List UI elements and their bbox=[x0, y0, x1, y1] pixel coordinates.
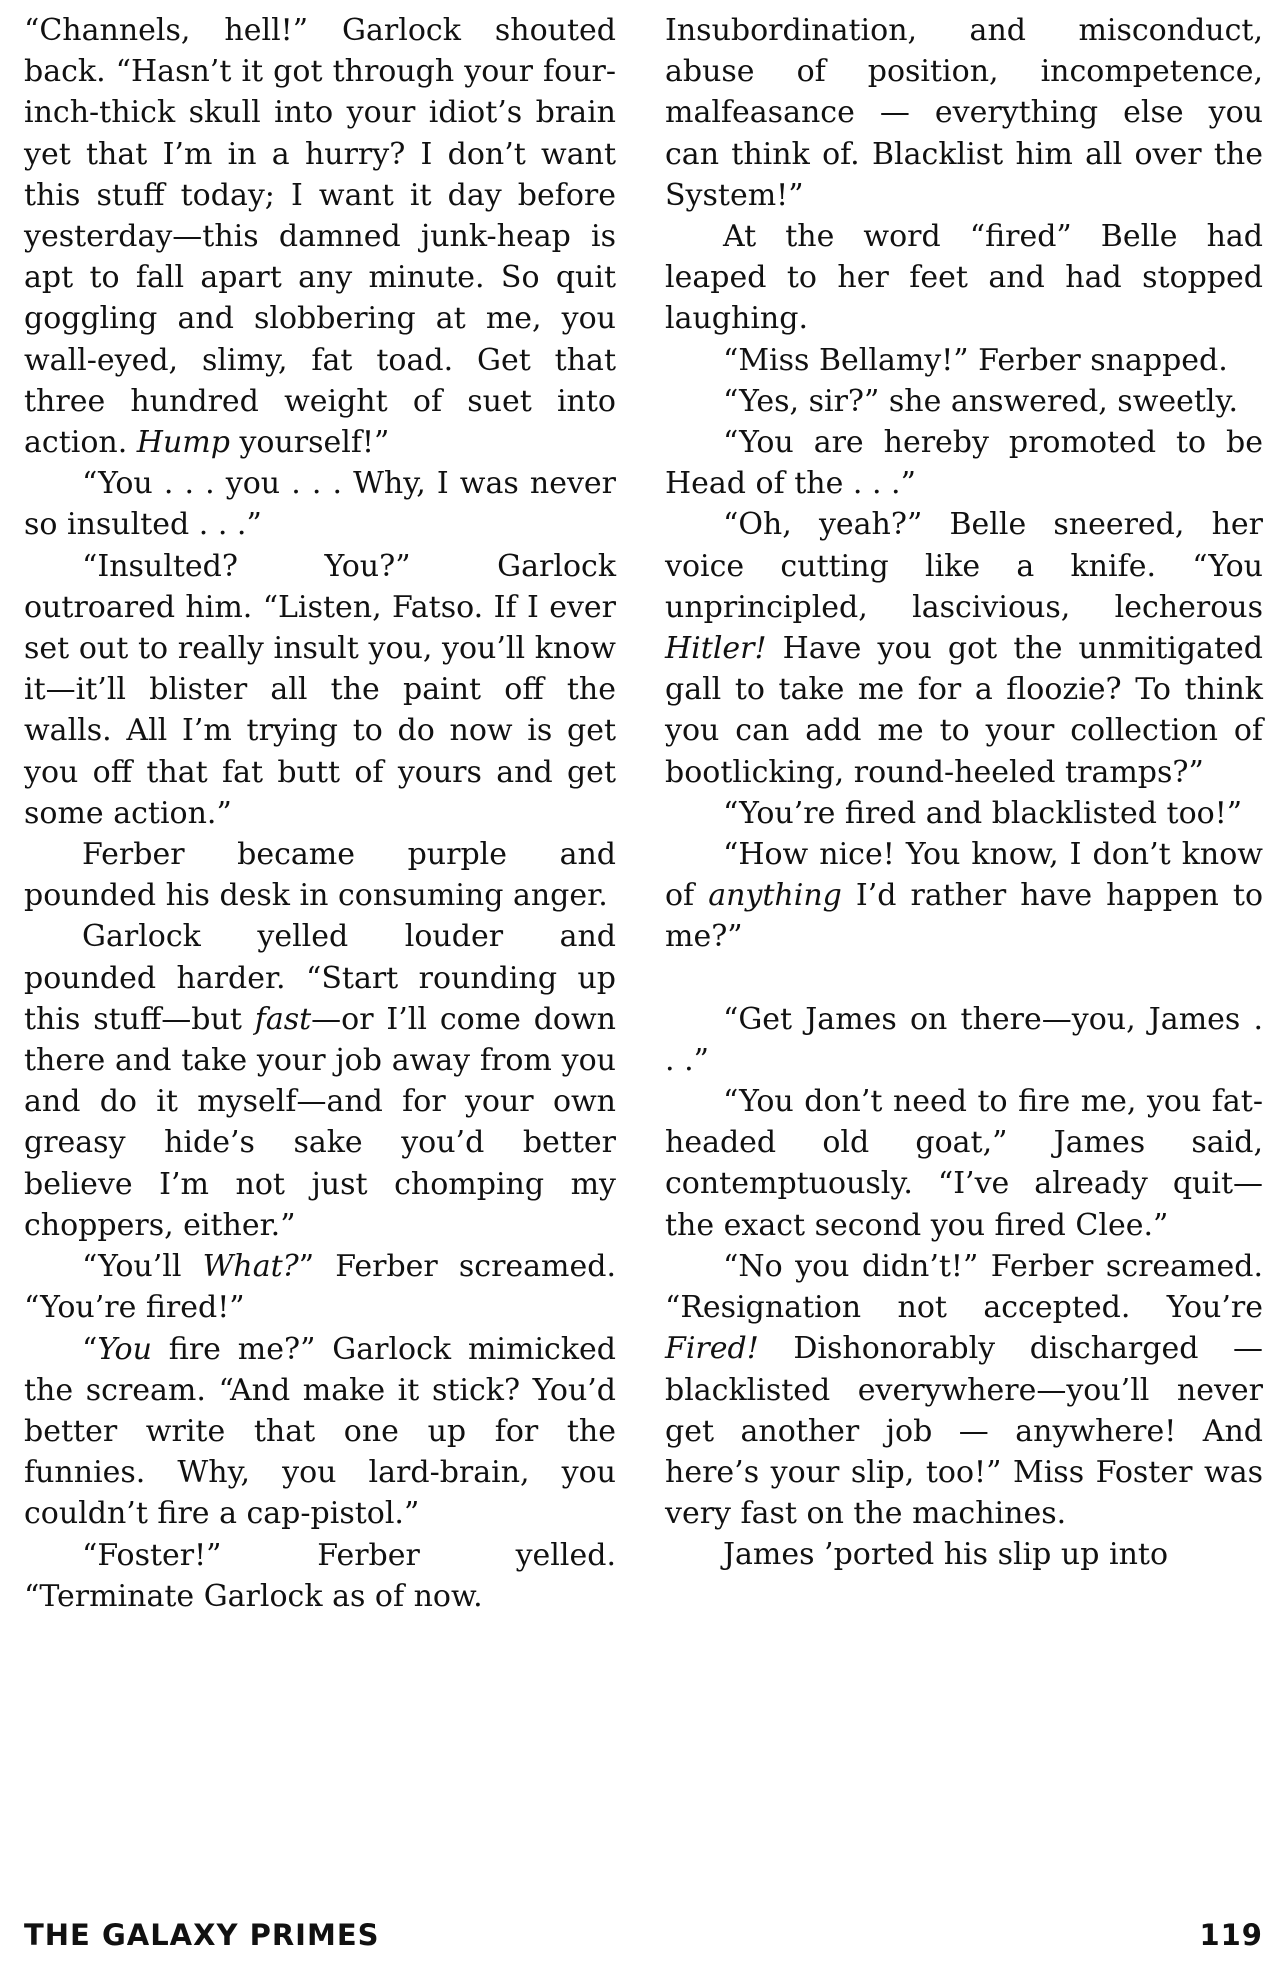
right-column bbox=[665, 10, 1263, 1576]
paragraph: “Insulted? You?” Garlock outroared him. “Listen, Fatso. If I ever set out to really insult you, you’ll know it—it’ll blister all the paint off the walls. All I’m trying to do now is get you off that fat butt of yours and get some action.” bbox=[24, 548, 616, 831]
paragraph: Insubordination, and misconduct, abuse of position, incompetence, malfeasance — everything else you can think of. Blacklist him all over the System!” bbox=[665, 13, 1263, 213]
paragraph: “No you didn’t!” Ferber screamed. “Resignation not accepted. You’re Fired! Dishonorably discharged — blacklisted everywhere—you’ll never get another job — anywhere! And here’s your slip, too!” Miss Foster was very fast on the machines. bbox=[665, 1248, 1263, 1532]
paragraph: “You are hereby promoted to be Head of the . . .” bbox=[665, 425, 1263, 502]
paragraph: “You fire me?” Garlock mimicked the scream. “And make it stick? You’d better write that one up for the funnies. Why, you lard-brain, you couldn’t fire a cap-pistol.” bbox=[24, 1331, 616, 1532]
paragraph: “Yes, sir?” she answered, sweetly. bbox=[723, 383, 1239, 419]
paragraph: “You’re fired and blacklisted too!” bbox=[723, 795, 1243, 831]
running-title: THE GALAXY PRIMES bbox=[24, 1918, 380, 1952]
paragraph: Garlock yelled louder and pounded harder. “Start rounding up this stuff—but fast—or I’ll come down there and take your job away from you and do it myself—and for your own greasy hide’s sake you’d better believe I’m not just chomping my choppers, either.” bbox=[24, 919, 616, 1243]
paragraph: “How nice! You know, I don’t know of anything I’d rather have happen to me?” bbox=[665, 837, 1264, 955]
page-footer bbox=[24, 1918, 1263, 1962]
paragraph: “Foster!” Ferber yelled. “Terminate Garlock as of now. bbox=[24, 1537, 616, 1614]
paragraph: Ferber became purple and pounded his desk in consuming anger. bbox=[24, 837, 616, 914]
paragraph: “Get James on there—you, James . . .” bbox=[665, 1001, 1263, 1078]
paragraph: James ’ported his slip up into bbox=[723, 1537, 1169, 1573]
paragraph: “Oh, yeah?” Belle sneered, her voice cutting like a knife. “You unprincipled, lascivious, lecherous Hitler! Have you got the unmitigated gall to take me for a floozie? To think you can add me to your collection of bootlicking, round-heeled tramps?” bbox=[665, 507, 1263, 790]
paragraph: “Channels, hell!” Garlock shouted back. “Hasn’t it got through your four-inch-thick skull into your idiot’s brain yet that I’m in a hurry? I don’t want this stuff today; I want it day before yesterday—this damned junk-heap is apt to fall apart any minute. So quit goggling and slobbering at me, you wall-eyed, slimy, fat toad. Get that three hundred weight of suet into action. Hump yourself!” bbox=[24, 13, 616, 461]
paragraph: “You don’t need to fire me, you fat-headed old goat,” James said, contemptuously. “I’ve already quit—the exact second you fired Clee.” bbox=[665, 1084, 1263, 1243]
paragraph: At the word “fired” Belle had leaped to her feet and had stopped laughing. bbox=[665, 219, 1263, 337]
left-column bbox=[24, 10, 616, 1617]
paragraph: “You . . . you . . . Why, I was never so insulted . . .” bbox=[24, 466, 616, 543]
paragraph: “You’ll What?” Ferber screamed. “You’re fired!” bbox=[24, 1249, 616, 1326]
page-number: 119 bbox=[1199, 1918, 1263, 1952]
paragraph: “Miss Bellamy!” Ferber snapped. bbox=[723, 342, 1228, 378]
